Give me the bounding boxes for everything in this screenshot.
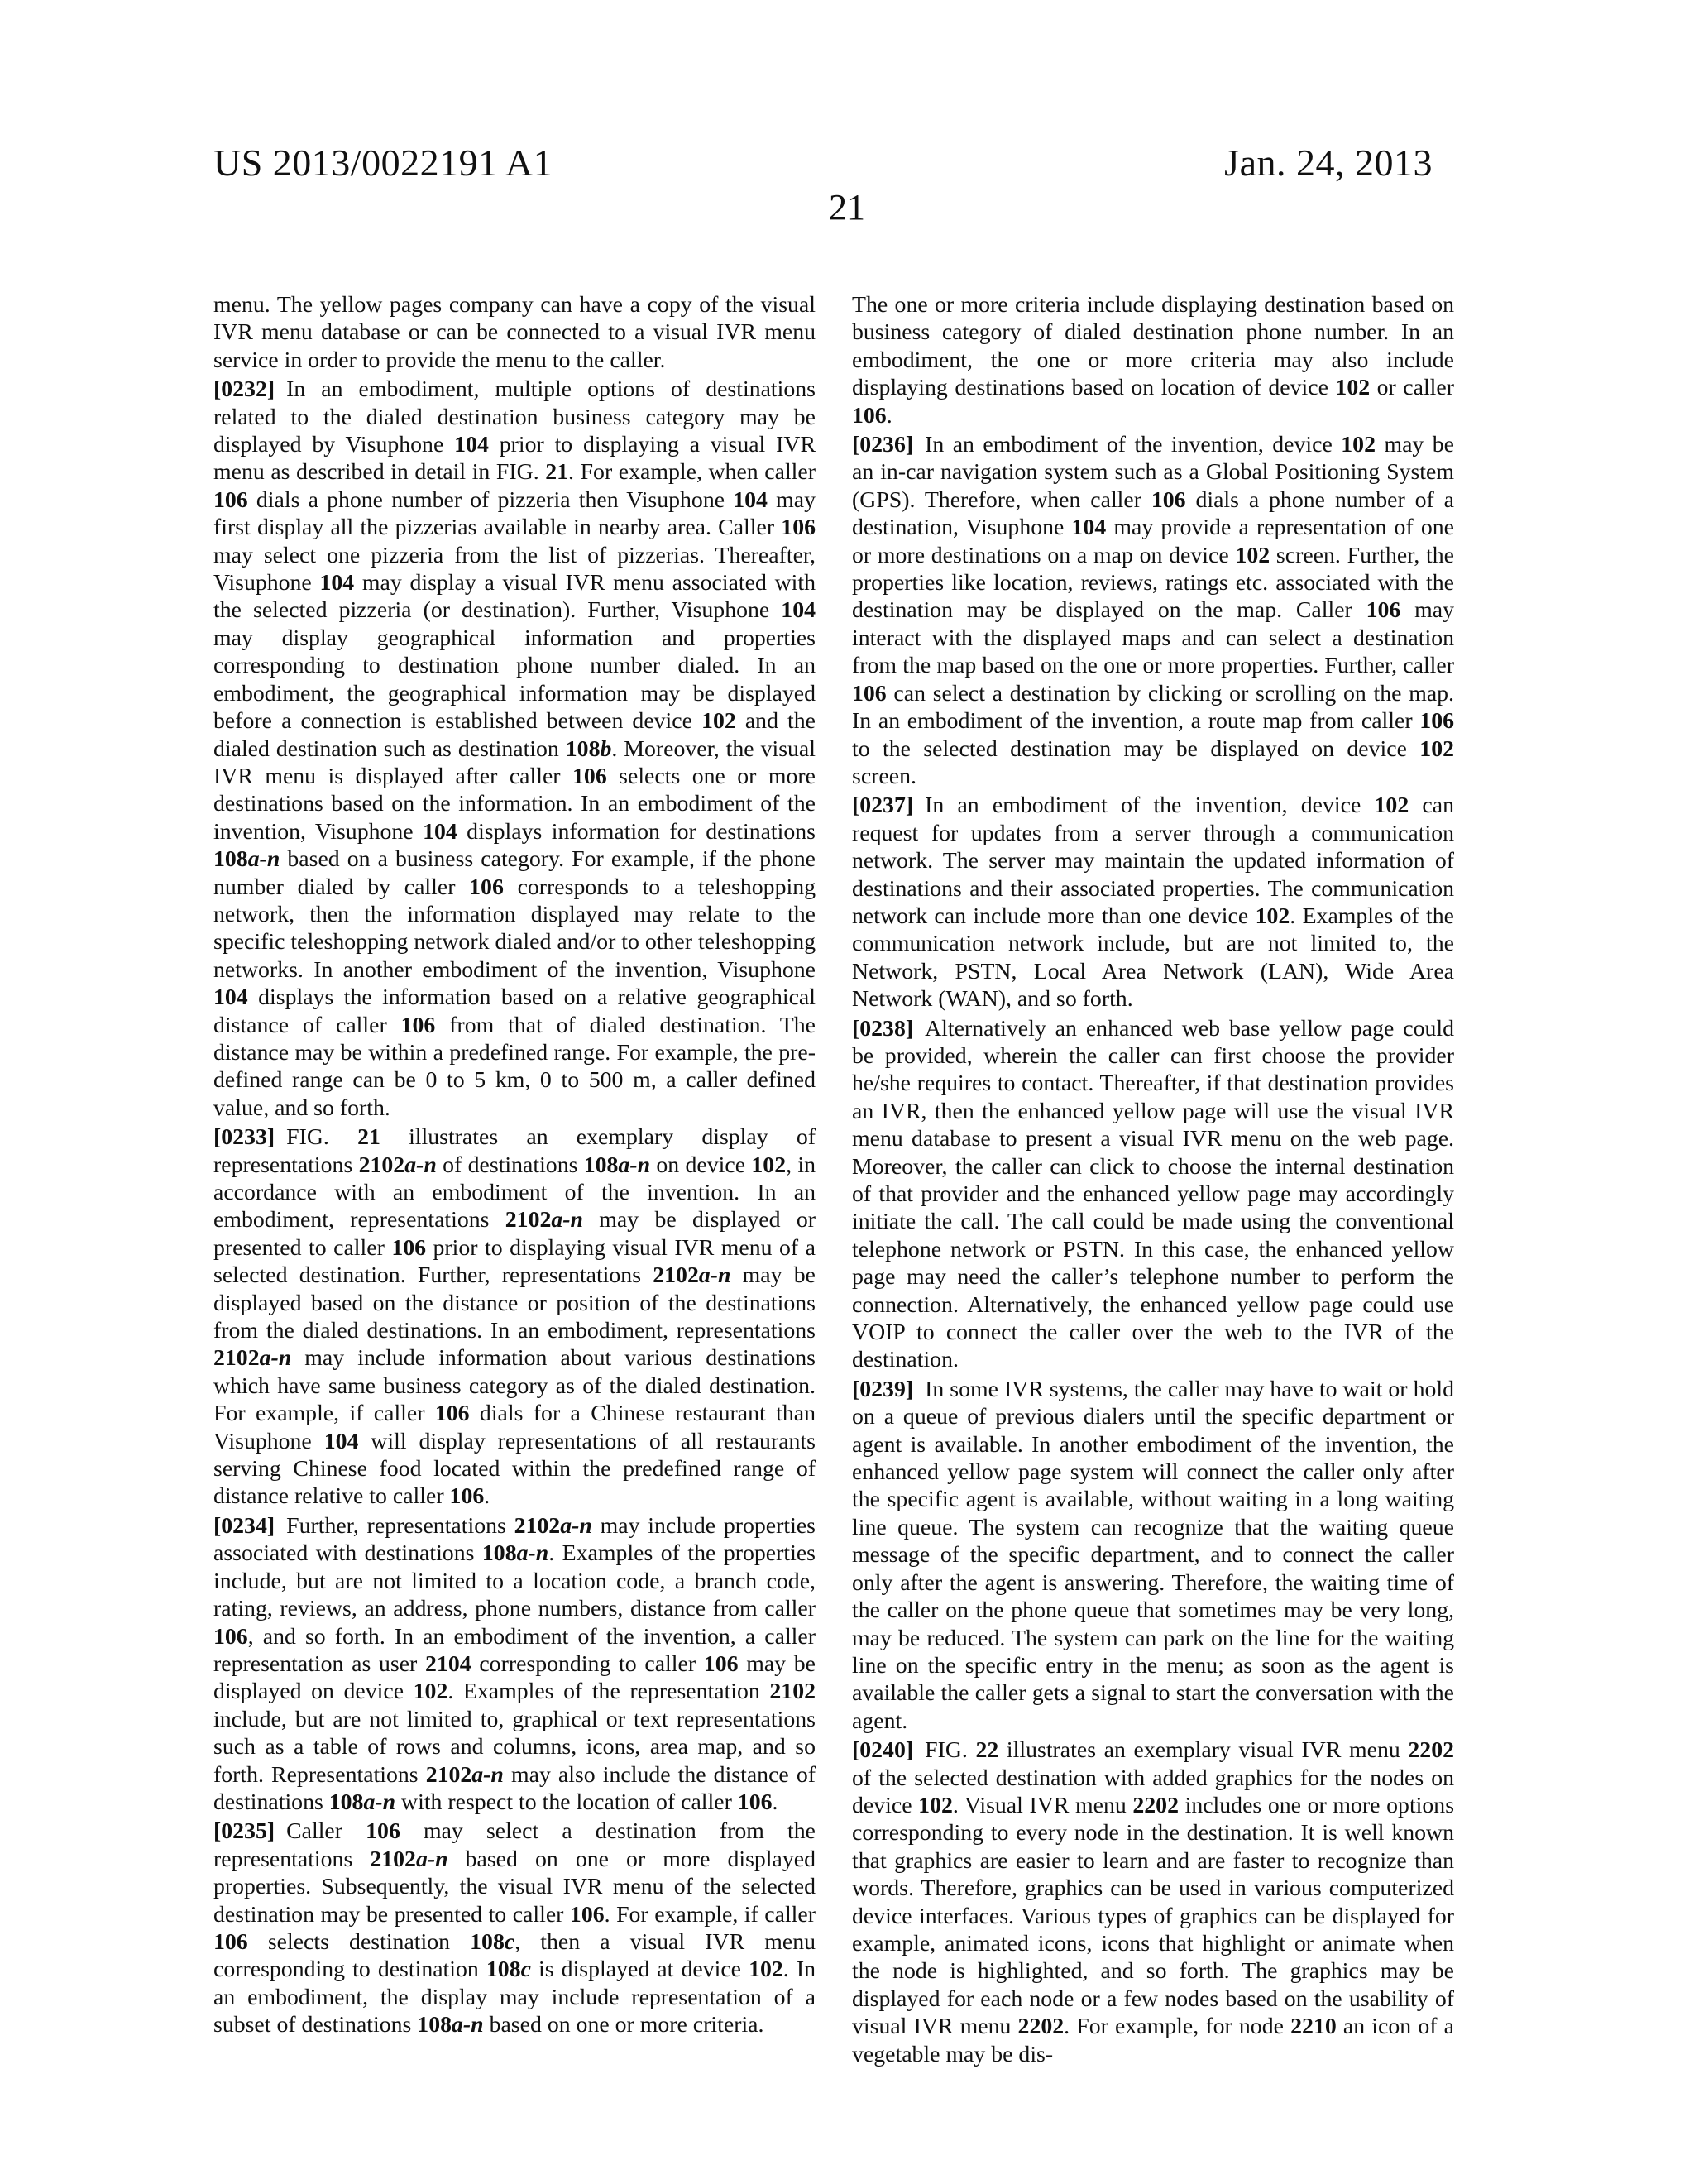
paragraph-number: [0240] xyxy=(852,1737,914,1764)
text-segment: may first display all the pizzerias available in nearby area. Caller xyxy=(213,486,816,541)
reference-numeral: 102 xyxy=(1419,735,1454,762)
reference-numeral: a-n xyxy=(551,1207,583,1233)
paragraph xyxy=(852,1376,1454,1735)
reference-numeral: 108 xyxy=(486,1956,521,1983)
reference-numeral: 2102 xyxy=(505,1207,552,1233)
reference-numeral: 106 xyxy=(569,1901,605,1928)
reference-numeral: 104 xyxy=(423,818,457,845)
reference-numeral: 106 xyxy=(1419,708,1454,735)
reference-numeral: 106 xyxy=(1151,486,1186,513)
reference-numeral: 104 xyxy=(733,486,768,513)
text-segment: based on a business category. For example, if the phone number dialed by caller xyxy=(213,846,816,900)
reference-numeral: 104 xyxy=(781,597,816,624)
paragraph xyxy=(213,1123,816,1511)
reference-numeral: 2102 xyxy=(769,1679,816,1705)
reference-numeral: 106 xyxy=(781,515,816,541)
text-segment: and the dialed destination such as destination xyxy=(213,708,816,762)
reference-numeral: 106 xyxy=(366,1818,400,1845)
text-segment: . Examples of the properties include, but are not limited to a location code, a branch code, rating, reviews, an address, phone numbers, distance from caller xyxy=(213,1540,816,1622)
left-text-column xyxy=(213,291,816,2041)
text-segment: or caller xyxy=(1370,375,1454,401)
reference-numeral: b xyxy=(600,735,612,762)
publication-number: US 2013/0022191 A1 xyxy=(213,141,553,184)
text-segment: . xyxy=(886,402,892,429)
reference-numeral: 108 xyxy=(213,846,248,873)
reference-numeral: 2102 xyxy=(358,1152,405,1178)
text-segment: of the selected destination with added graphics for the nodes on device xyxy=(852,1765,1454,1818)
paragraph-number: [0239] xyxy=(852,1376,914,1402)
reference-numeral: 106 xyxy=(213,1928,248,1955)
reference-numeral: 108 xyxy=(583,1152,619,1178)
text-segment: may select one pizzeria from the list of pizzerias. Thereafter, Visuphone xyxy=(213,542,816,596)
reference-numeral: a-n xyxy=(404,1152,437,1178)
text-segment: with respect to the location of caller xyxy=(395,1789,738,1815)
reference-numeral: a-n xyxy=(259,1345,292,1372)
paragraph xyxy=(213,1818,816,2038)
text-segment: illustrates an exemplary visual IVR menu xyxy=(998,1737,1409,1764)
paragraph xyxy=(213,291,816,374)
reference-numeral: 106 xyxy=(400,1012,436,1038)
paragraph-number: [0234] xyxy=(213,1512,275,1539)
text-segment: selects one or more destinations based on the information. In an embodiment of the invention, Visuphone xyxy=(213,763,816,845)
text-segment: dials for a Chinese restaurant than Visuphone xyxy=(213,1401,816,1454)
reference-numeral: 2202 xyxy=(1408,1737,1454,1764)
text-segment: dials a phone number of a destination, Visuphone xyxy=(852,486,1454,541)
text-segment: Alternatively an enhanced web base yellow page could be provided, wherein the caller can first choose the provider he/she requires to contact. Thereafter, if that destination provides an IVR, then the enhanced yellow page will use the visual IVR menu database to present a visual IVR menu on the web page. Moreover, the caller can click to choose the internal destination of that provider and the enhanced yellow page may accordingly initiate the call. The call could be made using the conventional telephone network or PSTN. In this case, the enhanced yellow page may need the caller’s telephone number to perform the connection. Alternatively, the enhanced yellow page could use VOIP to connect the caller over the web to the IVR of the destination. xyxy=(852,1015,1454,1373)
text-segment: . Visual IVR menu xyxy=(952,1792,1133,1818)
text-segment: from that of dialed destination. The distance may be within a predefined range. For example, the pre-defined range can be 0 to 5 km, 0 to 500 m, a caller defined value, and so forth. xyxy=(213,1012,816,1121)
reference-numeral: 2102 xyxy=(213,1345,260,1372)
reference-numeral: 106 xyxy=(469,874,504,900)
text-segment: corresponding to caller xyxy=(471,1650,704,1677)
text-segment: may display geographical information and properties corresponding to destination phone number dialed. In an embodiment, the geographical information may be displayed before a connection is established between device xyxy=(213,625,816,735)
reference-numeral: 106 xyxy=(852,402,887,429)
reference-numeral: 21 xyxy=(357,1124,380,1151)
reference-numeral: 21 xyxy=(545,459,569,486)
reference-numeral: 2102 xyxy=(425,1761,472,1788)
reference-numeral: 22 xyxy=(975,1737,999,1764)
reference-numeral: 102 xyxy=(1374,793,1409,819)
text-segment: of destinations xyxy=(436,1152,584,1178)
text-segment: screen. xyxy=(852,763,916,789)
reference-numeral: 2202 xyxy=(1132,1792,1179,1818)
reference-numeral: 102 xyxy=(1255,903,1290,929)
reference-numeral: c xyxy=(520,1956,531,1983)
text-segment: FIG. xyxy=(925,1737,976,1764)
text-segment: In some IVR systems, the caller may have to wait or hold on a queue of previous dialers until the specific department or agent is available. In another embodiment of the invention, the enhanced yellow page system will connect the caller only after the specific agent is available, without waiting in a long waiting line queue. The system can recognize that the waiting queue message of the specific department, and to connect the caller only after the agent is answering. Therefore, the waiting time of the caller on the phone queue that sometimes may be very long, may be reduced. The system can park on the line for the waiting line on the specific entry in the menu; as soon as the agent is available the caller gets a signal to start the conversation with the agent. xyxy=(852,1376,1454,1734)
text-segment: illustrates an exemplary display of representations xyxy=(213,1124,816,1178)
reference-numeral: 106 xyxy=(737,1789,773,1815)
reference-numeral: 102 xyxy=(701,708,736,735)
text-segment: can request for updates from a server through a communication network. The server may maintain the updated information of destinations and their associated properties. The communication network can include more than one device xyxy=(852,793,1454,929)
reference-numeral: a-n xyxy=(247,846,280,873)
publication-date: Jan. 24, 2013 xyxy=(1224,141,1433,184)
reference-numeral: 102 xyxy=(1335,375,1371,401)
reference-numeral: a-n xyxy=(415,1846,448,1872)
text-segment: . In an embodiment, the display may include representation of a subset of destinations xyxy=(213,1956,816,2038)
reference-numeral: a-n xyxy=(471,1761,504,1788)
text-segment: prior to displaying visual IVR menu of a selected destination. Further, representations xyxy=(213,1234,816,1289)
paragraph xyxy=(213,376,816,1122)
paragraph-number: [0237] xyxy=(852,793,914,819)
text-segment: Further, representations xyxy=(286,1512,514,1539)
text-segment: . For example, if caller xyxy=(604,1901,816,1928)
reference-numeral: 108 xyxy=(470,1928,505,1955)
text-segment: dials a phone number of pizzeria then Visuphone xyxy=(247,486,734,513)
reference-numeral: 104 xyxy=(1071,515,1107,541)
paragraph-number: [0232] xyxy=(213,376,275,403)
paragraph xyxy=(852,431,1454,790)
text-segment: screen. Further, the properties like location, reviews, ratings etc. associated with the destination may be displayed on the map. Caller xyxy=(852,542,1454,624)
reference-numeral: 102 xyxy=(918,1792,953,1818)
text-segment: an icon of a vegetable may be dis- xyxy=(852,2014,1454,2067)
page-number: 21 xyxy=(829,187,865,228)
reference-numeral: 102 xyxy=(749,1956,783,1983)
reference-numeral: 2102 xyxy=(653,1262,699,1289)
text-segment: may interact with the displayed maps and can select a destination from the map based on the one or more properties. Further, caller xyxy=(852,597,1454,679)
reference-numeral: 102 xyxy=(751,1152,787,1178)
text-segment: FIG. xyxy=(286,1124,358,1151)
paragraph xyxy=(852,1015,1454,1374)
paragraph-number: [0233] xyxy=(213,1124,275,1151)
reference-numeral: 108 xyxy=(565,735,601,762)
text-segment: displays information for destinations xyxy=(457,818,816,845)
text-segment: include, but are not limited to, graphical or text representations such as a table of rows and columns, icons, area map, and so forth. Representations xyxy=(213,1706,816,1788)
text-segment: . xyxy=(484,1483,490,1510)
reference-numeral: 2210 xyxy=(1290,2014,1337,2040)
reference-numeral: 102 xyxy=(1341,432,1376,458)
text-segment: . Examples of the communication network include, but are not limited to, the Network, PSTN, Local Area Network (LAN), Wide Area Network (WAN), and so forth. xyxy=(852,903,1454,1013)
reference-numeral: 2102 xyxy=(514,1512,561,1539)
text-segment: will display representations of all restaurants serving Chinese food located within the predefined range of distance relative to caller xyxy=(213,1428,816,1510)
text-segment: includes one or more options corresponding to every node in the destination. It is well known that graphics are easier to learn and are faster to recognize than words. Therefore, graphics can be used in various computerized device interfaces. Various types of graphics can be displayed for example, animated icons, icons that highlight or animate when the node is highlighted, and so forth. The graphics may be displayed for each node or a few nodes based on the usability of visual IVR menu xyxy=(852,1792,1455,2040)
reference-numeral: 102 xyxy=(1235,542,1270,568)
reference-numeral: 106 xyxy=(434,1401,470,1427)
paragraph-number: [0238] xyxy=(852,1015,914,1042)
text-segment: . Examples of the representation xyxy=(447,1679,770,1705)
reference-numeral: 106 xyxy=(572,763,607,789)
text-segment: may provide a representation of one or more destinations on a map on device xyxy=(852,515,1454,568)
reference-numeral: a-n xyxy=(698,1262,731,1289)
reference-numeral: c xyxy=(504,1928,515,1955)
text-segment: . xyxy=(772,1789,778,1815)
text-segment: In an embodiment of the invention, device xyxy=(925,432,1342,458)
reference-numeral: 106 xyxy=(213,486,248,513)
reference-numeral: 106 xyxy=(1366,597,1401,624)
reference-numeral: 104 xyxy=(319,570,355,596)
reference-numeral: 2104 xyxy=(425,1650,471,1677)
reference-numeral: a-n xyxy=(516,1540,549,1567)
text-segment: In an embodiment, multiple options of destinations related to the dialed destination business category may be displayed by Visuphone xyxy=(213,376,816,458)
text-segment: can select a destination by clicking or scrolling on the map. In an embodiment of the invention, a route map from caller xyxy=(852,680,1454,735)
text-segment: Caller xyxy=(286,1818,366,1845)
paragraph xyxy=(852,792,1454,1013)
reference-numeral: 106 xyxy=(852,680,887,706)
text-segment: may select a destination from the representations xyxy=(213,1818,816,1872)
text-segment: . For example, for node xyxy=(1064,2014,1291,2040)
paragraph xyxy=(852,1736,1454,2068)
text-segment: on device xyxy=(650,1152,752,1178)
text-segment: selects destination xyxy=(247,1928,471,1955)
reference-numeral: 108 xyxy=(328,1789,364,1815)
reference-numeral: 2102 xyxy=(370,1846,416,1872)
reference-numeral: 106 xyxy=(391,1234,427,1261)
paragraph xyxy=(213,1512,816,1816)
reference-numeral: a-n xyxy=(452,2012,484,2038)
paragraph-number: [0236] xyxy=(852,432,914,458)
text-segment: based on one or more criteria. xyxy=(483,2012,764,2038)
text-segment: may be displayed on device xyxy=(213,1650,816,1705)
text-segment: The one or more criteria include displaying destination based on business category of dialed destination phone number. In an embodiment, the one or more criteria may also include displaying destinations based on location of device xyxy=(852,292,1454,401)
text-segment: may display a visual IVR menu associated with the selected pizzeria (or destination). Further, Visuphone xyxy=(213,570,816,624)
right-text-column xyxy=(852,291,1454,2070)
text-segment: , and so forth. In an embodiment of the invention, a caller representation as user xyxy=(213,1623,816,1677)
text-segment: may be displayed based on the distance or position of the destinations from the dialed destinations. In an embodiment, representations xyxy=(213,1262,816,1344)
reference-numeral: 2202 xyxy=(1017,2014,1065,2040)
reference-numeral: 106 xyxy=(449,1483,485,1510)
reference-numeral: 102 xyxy=(413,1679,448,1705)
text-segment: , in accordance with an embodiment of the invention. In an embodiment, representations xyxy=(213,1152,816,1233)
text-segment: may include information about various destinations which have same business category as of the dialed destination. For example, if caller xyxy=(213,1345,816,1427)
text-segment: corresponds to a teleshopping network, then the information displayed may relate to the specific teleshopping network dialed and/or to other teleshopping networks. In another embodiment of the invention, Visuphone xyxy=(213,874,816,983)
text-segment: may include properties associated with destinations xyxy=(213,1512,816,1567)
reference-numeral: 108 xyxy=(417,2012,452,2038)
paragraph-number: [0235] xyxy=(213,1818,275,1845)
text-segment: . For example, when caller xyxy=(568,459,816,486)
reference-numeral: 106 xyxy=(703,1650,739,1677)
text-segment: . Moreover, the visual IVR menu is displayed after caller xyxy=(213,735,816,789)
reference-numeral: 104 xyxy=(213,984,248,1011)
reference-numeral: a-n xyxy=(560,1512,592,1539)
reference-numeral: 104 xyxy=(323,1428,359,1454)
text-segment: based on one or more displayed properties. Subsequently, the visual IVR menu of the selected destination may be presented to caller xyxy=(213,1846,816,1928)
text-segment: to the selected destination may be displayed on device xyxy=(852,735,1420,762)
text-segment: , then a visual IVR menu corresponding to destination xyxy=(213,1928,816,1983)
text-segment: may be displayed or presented to caller xyxy=(213,1207,816,1261)
reference-numeral: 104 xyxy=(454,432,489,458)
text-segment: displays the information based on a relative geographical distance of caller xyxy=(213,984,816,1038)
text-segment: prior to displaying a visual IVR menu as described in detail in FIG. xyxy=(213,432,816,486)
reference-numeral: 106 xyxy=(213,1623,248,1650)
text-segment: may also include the distance of destinations xyxy=(213,1761,816,1815)
reference-numeral: 108 xyxy=(481,1540,517,1567)
text-segment: In an embodiment of the invention, device xyxy=(925,793,1375,819)
reference-numeral: a-n xyxy=(363,1789,396,1815)
text-segment: is displayed at device xyxy=(530,1956,749,1983)
text-segment: may be an in-car navigation system such as a Global Positioning System (GPS). Therefore, when caller xyxy=(852,432,1454,513)
paragraph xyxy=(852,291,1454,429)
reference-numeral: a-n xyxy=(618,1152,651,1178)
text-segment: menu. The yellow pages company can have a copy of the visual IVR menu database or can be connected to a visual IVR menu service in order to provide the menu to the caller. xyxy=(213,292,816,373)
